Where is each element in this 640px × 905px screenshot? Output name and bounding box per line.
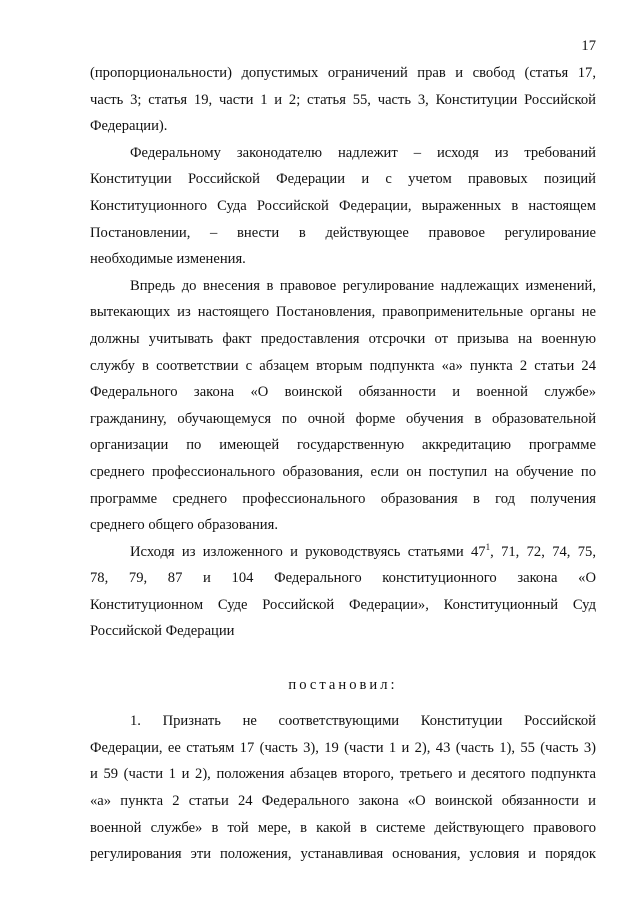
paragraph-based-on [90, 539, 596, 645]
text-line: Постановлении, – внести в действующее правовое регулирование [90, 224, 596, 241]
spacer [90, 645, 596, 672]
text-line: вытекающих из настоящего Постановления, правоприменительные органы не [90, 304, 596, 321]
text-line: службу в соответствии с абзацем вторым подпункта «а» пункта 2 статьи 24 [90, 357, 596, 374]
text-line: и 59 (части 1 и 2), положения абзацев второго, третьего и десятого подпункта [90, 766, 596, 783]
page-number: 17 [581, 38, 596, 54]
text-line [90, 539, 596, 566]
text-line: Впредь до внесения в правовое регулирование надлежащих изменений, [130, 277, 596, 294]
text-line: Федеральному законодателю надлежит – исходя из требований [130, 144, 596, 161]
text-line: Конституционного Суда Российской Федерации, выраженных в настоящем [90, 197, 596, 214]
text-line: Федерального закона «О воинской обязанности и военной службе» [90, 384, 596, 401]
text-line: регулирования эти положения, устанавливая основания, условия и порядок [90, 846, 596, 863]
paragraph-legislator [90, 140, 596, 273]
paragraph-interim-order [90, 273, 596, 539]
text-line: часть 3; статья 19, части 1 и 2; статья 55, часть 3, Конституции Российской [90, 91, 596, 108]
text-line: Конституции Российской Федерации и с учетом правовых позиций [90, 171, 596, 188]
text-line: Российской Федерации [90, 623, 235, 640]
paragraph-proportionality [90, 60, 596, 140]
text-line: Конституционном Суде Российской Федерации», Конституционный Суд [90, 596, 596, 613]
text-segment: , 71, 72, 74, 75, [490, 543, 596, 560]
text-line: гражданину, обучающемуся по очной форме обучения в образовательной [90, 410, 596, 427]
text-line: 1. Признать не соответствующими Конституции Российской [130, 713, 596, 730]
text-line: Федерации). [90, 118, 168, 135]
text-line: должны учитывать факт предоставления отсрочки от призыва на военную [90, 330, 596, 347]
ruling-item-1 [90, 708, 596, 868]
text-line: военной службе» в той мере, в какой в системе действующего правового [90, 819, 596, 836]
text-line: «а» пункта 2 статьи 24 Федерального закона «О воинской обязанности и [90, 793, 596, 810]
text-line: (пропорциональности) допустимых ограничений прав и свобод (статья 17, [90, 65, 596, 81]
document-body [90, 60, 596, 868]
text-segment: Исходя из изложенного и руководствуясь статьями 47 [130, 543, 486, 560]
spacer [90, 698, 596, 708]
text-line: необходимые изменения. [90, 251, 246, 268]
text-line: 78, 79, 87 и 104 Федерального конституционного закона «О [90, 570, 596, 587]
ruling-heading: постановил: [288, 676, 398, 693]
text-line: среднего общего образования. [90, 517, 278, 534]
text-line: Федерации, ее статьям 17 (часть 3), 19 (части 1 и 2), 43 (часть 1), 55 (часть 3) [90, 739, 596, 756]
text-line: программе среднего профессионального образования в год получения [90, 490, 596, 507]
text-line: среднего профессионального образования, если он поступил на обучение по [90, 463, 596, 480]
superscript: 1 [485, 541, 491, 552]
text-line: организации по имеющей государственную аккредитацию программе [90, 437, 596, 454]
